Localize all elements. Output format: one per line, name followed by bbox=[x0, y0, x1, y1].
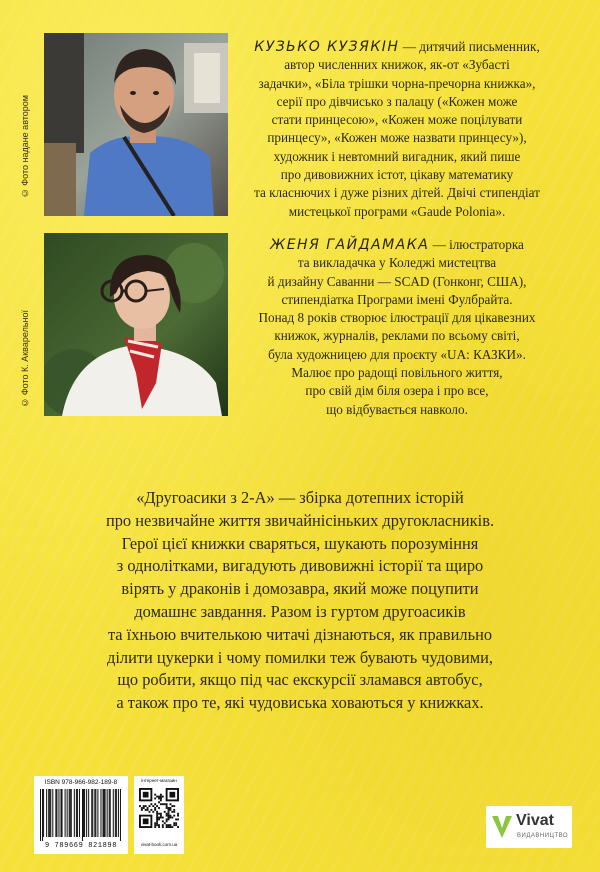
annotation-line: домашнє завдання. Разом із гуртом другоасиків bbox=[134, 601, 466, 621]
author-bio-line: художник і невтомний вигадник, який пише bbox=[273, 148, 521, 164]
barcode-icon bbox=[40, 789, 122, 841]
author-bio bbox=[232, 38, 562, 221]
author-bio-line: мистецької програми «Gaude Polonia». bbox=[288, 203, 506, 219]
illustrator-bio-line: про свій дім біля озера і про все, bbox=[305, 383, 489, 399]
qr-site: vivat-book.com.ua bbox=[140, 842, 178, 847]
publisher-logo bbox=[486, 806, 572, 848]
author-bio-line: задачки», «Біла трішки чорна-пречорна книжка», bbox=[258, 75, 536, 91]
annotation-line: Герої цієї книжки сваряться, шукають порозуміння bbox=[121, 533, 479, 553]
annotation-line: а також про те, які чудовиська ховаються у книжках. bbox=[116, 693, 484, 713]
photo-credit-illustrator: © Фото К. Акварельної bbox=[20, 310, 30, 408]
illustrator-bio-line: стипендіатка Програми імені Фулбрайта. bbox=[281, 291, 513, 307]
annotation-line: вірять у драконів і домозавра, який може поцупити bbox=[121, 579, 479, 599]
illustrator-name: ЖЕНЯ ГАЙДАМАКА bbox=[270, 237, 430, 253]
book-annotation bbox=[60, 487, 540, 715]
qr-title: інтернет-магазин bbox=[141, 778, 177, 783]
illustrator-bio-line: й дизайну Саванни — SCAD (Гонконг, США), bbox=[267, 273, 527, 289]
illustrator-bio-line: Понад 8 років створює ілюстрації для цікавезних bbox=[258, 310, 536, 326]
publisher-name: Vivat bbox=[516, 812, 554, 829]
illustrator-bio-line: ЖЕНЯ ГАЙДАМАКА — ілюстраторка bbox=[270, 237, 524, 253]
isbn-barcode bbox=[34, 776, 128, 854]
illustrator-bio-line: книжок, журналів, реклами по всьому світі, bbox=[274, 328, 520, 344]
author-bio-line: автор численних книжок, як-от «Зубасті bbox=[284, 57, 510, 73]
author-bio-line: та класнючих і дуже різних дітей. Двічі стипендіат bbox=[254, 185, 540, 201]
publisher-subtitle: ВИДАВНИЦТВО bbox=[517, 833, 569, 839]
annotation-line: з однолітками, вигадують дивовижні історії та щиро bbox=[116, 556, 484, 576]
illustrator-bio-line: та викладачка у Коледжі мистецтва bbox=[297, 255, 497, 271]
annotation-line: що робити, якщо під час екскурсії зламався автобус, bbox=[117, 670, 483, 690]
author-bio-line: КУЗЬКО КУЗЯКІН — дитячий письменник, bbox=[254, 39, 540, 55]
annotation-line: «Другоасики з 2-А» — збірка дотепних історій bbox=[136, 488, 464, 507]
author-bio-line: серії про дівчисько з палацу («Кожен може bbox=[276, 93, 518, 109]
annotation-line: та їхньою вчителькою читачі дізнаються, як правильно bbox=[107, 624, 493, 644]
illustrator-bio bbox=[232, 236, 562, 419]
illustrator-bio-line: Малює про радощі повільного життя, bbox=[291, 365, 503, 381]
annotation-line: про незвичайне життя звичайнісіньких другокласників. bbox=[105, 510, 495, 530]
annotation-line: ділити цукерки і чому помилки теж бувають чудовими, bbox=[107, 647, 493, 667]
illustrator-bio-line: була художницею для проєкту «UA: КАЗКИ». bbox=[268, 346, 526, 362]
illustrator-bio-line: що відбувається навколо. bbox=[326, 401, 468, 417]
author-bio-line: стати принцесою», «Кожен може поцілувати bbox=[271, 112, 523, 128]
qr-block bbox=[134, 776, 184, 854]
photo-credit-author: © Фото надане автором bbox=[20, 95, 30, 199]
author-bio-line: про дивовижних істот, цікаву математику bbox=[280, 167, 514, 183]
author-photo bbox=[44, 33, 228, 216]
illustrator-photo bbox=[44, 233, 228, 416]
vivat-leaf-icon bbox=[490, 812, 514, 842]
isbn-label: ISBN 978-966-982-189-8 bbox=[44, 779, 118, 786]
author-bio-line: принцесу», «Кожен може назвати принцесу»), bbox=[267, 130, 527, 146]
qr-code-icon[interactable] bbox=[139, 788, 179, 828]
author-name: КУЗЬКО КУЗЯКІН bbox=[254, 39, 400, 55]
isbn-digits: 9 789669 821898 bbox=[44, 842, 117, 850]
